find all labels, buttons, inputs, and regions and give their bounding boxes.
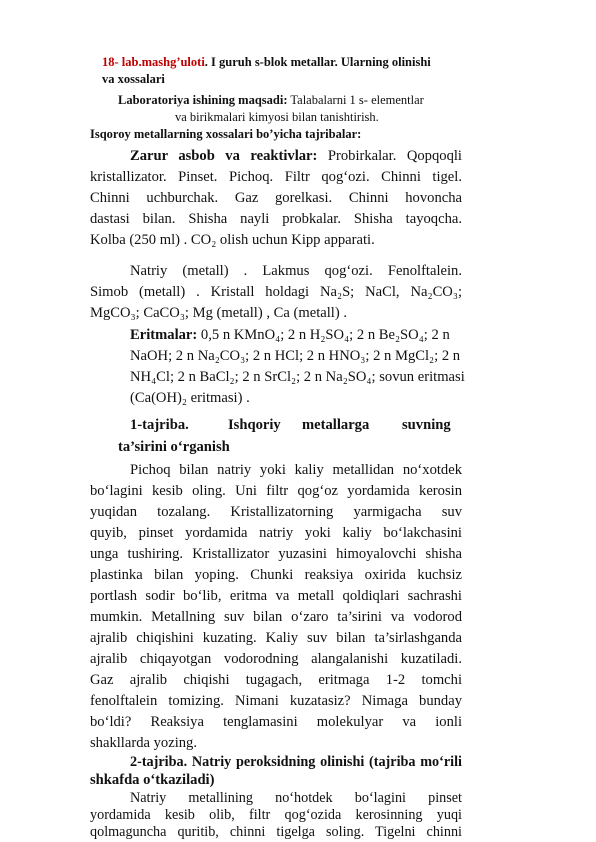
experiment1-title-part4: suvning [402, 417, 451, 433]
subheading: Isqoroy metallarning xossalari bo’yicha tajribalar: [90, 127, 362, 141]
equipment-text: Probirkalar. Qopqoqli [317, 148, 462, 164]
experiment1-title-line2: ta’sirini o‘rganish [118, 439, 230, 455]
lab-number: 18- lab.mashg’uloti [102, 55, 205, 69]
experiment1-title-part2: Ishqoriy [228, 417, 281, 433]
experiment1-line: ajralib chiqayotgan vodorodning alangalanishi kuzatiladi. [90, 651, 462, 667]
experiment2-title-line2: shkafda o‘tkaziladi) [90, 772, 215, 788]
experiment1-line: plastinka bilan yoping. Chunki reaksiya oxirida kuchsiz [90, 567, 462, 583]
lab-title-text: . I guruh s-blok metallar. Ularning olinishi [204, 55, 431, 69]
reagents-line2: Simob (metall) . Kristall holdagi Na₂S; NaCl, Na₂CO₃; [90, 284, 462, 300]
experiment1-line: shakllarda yozing. [90, 735, 197, 751]
experiment1-line: quyib, pinset yordamida natriy yoki kaliy bo‘lakchasini [90, 525, 462, 541]
experiment1-line: Gaz ajralib chiqishi tugagach, eritmaga 1-2 tomchi [90, 672, 462, 688]
experiment1-line: bo‘ldi? Reaksiya tenglamasini molekulyar va ionli [90, 714, 462, 730]
experiment1-line: fenolftalein tomizing. Nimani kuzatasiz? Nimaga bunday [90, 693, 462, 709]
solutions-line3: NH₄Cl; 2 n BaCl₂; 2 n SrCl₂; 2 n Na₂SO₄; sovun eritmasi [130, 369, 465, 385]
solutions-line2: NaOH; 2 n Na₂CO₃; 2 n HCl; 2 n HNO₃; 2 n MgCl₂; 2 n [130, 348, 461, 364]
experiment2-line: yordamida kesib olib, filtr qog‘ozida kerosinning yuqi [90, 807, 462, 823]
experiment1-line: bo‘lagini kesib oling. Uni filtr qog‘oz yordamida kerosin [90, 483, 462, 499]
experiment1-line: yuqidan tozalang. Kristallizatorning yarmigacha suv [90, 504, 462, 520]
experiment2-line: Natriy metallining no‘hotdek bo‘lagini pinset [130, 790, 462, 806]
lab-title [102, 56, 431, 69]
experiment1-title-part3: metallarga [302, 417, 370, 433]
solutions-line4: (Ca(OH)₂ eritmasi) . [130, 390, 250, 406]
equipment-line2: kristallizator. Pinset. Pichoq. Filtr qog‘ozi. Chinni tigel. [90, 169, 462, 185]
experiment1-line: mumkin. Metallning suv bilan o‘zaro ta’sirini va vodorod [90, 609, 462, 625]
experiment2-title-line1: 2-tajriba. Natriy peroksidning olinishi (tajriba mo‘rili [130, 754, 462, 770]
experiment1-title-part1: 1-tajriba. [130, 417, 189, 433]
solutions-label: Eritmalar: [130, 327, 198, 343]
equipment-line5: Kolba (250 ml) . CO₂ olish uchun Kipp apparati. [90, 232, 375, 248]
aim-line1 [118, 94, 424, 107]
equipment-line4: dastasi bilan. Shisha nayli probkalar. Shisha tayoqcha. [90, 211, 462, 227]
experiment1-line: unga tushiring. Kristallizator yuzasini himoyalovchi shisha [90, 546, 462, 562]
aim-line2: va birikmalari kimyosi bilan tanishtirish. [175, 110, 379, 124]
reagents-line1: Natriy (metall) . Lakmus qog‘ozi. Fenolftalein. [130, 263, 462, 279]
reagents-line3: MgCO₃; CaCO₃; Mg (metall) , Ca (metall) . [90, 305, 348, 321]
equipment-line3: Chinni uchburchak. Gaz gorelkasi. Chinni hovoncha [90, 190, 462, 206]
experiment1-line: portlash sodir bo‘lib, eritma va metall qoldiqlari sachrashi [90, 588, 462, 604]
equipment-label: Zarur asbob va reaktivlar: [130, 148, 318, 164]
lab-title-line2: va xossalari [102, 72, 165, 86]
solutions-line1 [130, 328, 450, 343]
experiment2-line: qolmaguncha quritib, chinni tigelga soling. Tigelni chinni [90, 824, 462, 840]
solutions-text: 0,5 n KMnO₄; 2 n H₂SO₄; 2 n Be₂SO₄; 2 n [197, 327, 450, 343]
aim-text: Talabalarni 1 s- elementlar [287, 93, 424, 107]
equipment-line1 [130, 149, 462, 164]
experiment1-line: Pichoq bilan natriy yoki kaliy metallidan no‘xotdek [130, 462, 462, 478]
aim-label: Laboratoriya ishining maqsadi: [118, 93, 288, 107]
experiment1-line: ajralib chiqishini kuzating. Kaliy suv bilan ta’sirlashganda [90, 630, 462, 646]
